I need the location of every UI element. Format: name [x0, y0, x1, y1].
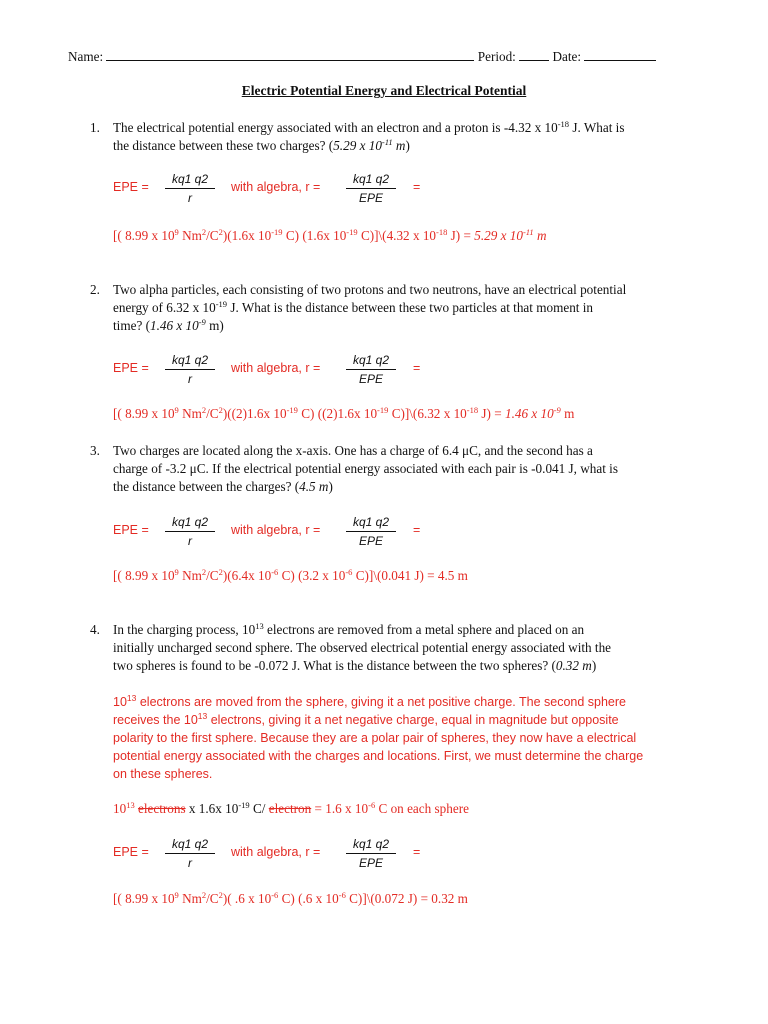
problem-3-line-1: Two charges are located along the x-axis. One has a charge of 6.4 μC, and the second has a — [113, 443, 593, 458]
page-title: Electric Potential Energy and Electrical Potential — [241, 83, 527, 98]
problem-1-solution: [( 8.99 x $10^9$ $Nm^2/C^2)(1.6x$ $10^{-19}$ C) (1.6x $10^{-19}$ C)]\(4.32 x $10^{-18}$ J) = 5.29 x $10^{-11}$ m — [113, 227, 547, 243]
problem-4-line-3: two spheres is found to be -0.072 J. What is the distance between the two spheres? (0.32 m) — [113, 658, 597, 673]
fraction-kq-over-epe: kq1 q2 EPE — [346, 515, 396, 548]
problem-4-number: 4. — [90, 622, 100, 637]
date-label: Date: — [552, 49, 582, 64]
problem-2-solution: [( 8.99 x $10^9$ $Nm^2/C^2)((2)1.6x$ $10^{-19}$ C) ((2)1.6x $10^{-19}$ C)]\(6.32 x $10^{-18}$ J) = 1.46 x $10^{-9}$ m — [113, 405, 575, 421]
with-algebra-label: with algebra, r = — [231, 523, 321, 537]
fraction-kq-over-r: $\frac{kq1 q2}{r}$ — [165, 353, 215, 386]
date-field[interactable] — [584, 49, 656, 61]
problem-3-line-2: charge of -3.2 μC. If the electrical potential energy associated with each pair is -0.041 J, what is — [113, 461, 618, 476]
name-label: Name: — [68, 49, 104, 64]
problem-3-number: 3. — [90, 443, 100, 458]
equals-sign: = — [413, 180, 421, 194]
problem-2-number: 2. — [90, 282, 100, 297]
equals-sign: = — [413, 361, 421, 375]
equals-sign: = — [413, 845, 421, 859]
problem-4-line-2: initially uncharged second sphere. The observed electrical potential energy associated with the — [113, 640, 612, 655]
name-field[interactable] — [106, 49, 474, 61]
problem-4-solution: [( 8.99 x $10^9$ $Nm^2/C^2$)( .6 x $10^{-6}$ C) (.6 x $10^{-6}$ C)]\(0.072 J) = 0.32 m — [113, 890, 468, 906]
problem-2-line-1: Two alpha particles, each consisting of two protons and two neutrons, have an electrical potential — [113, 282, 627, 297]
problem-1-line-2: the distance between these two charges? (5.29 x $10^{-11}$ m) — [113, 137, 410, 153]
problem-1-number: 1. — [90, 120, 100, 135]
period-field[interactable] — [519, 49, 549, 61]
with-algebra-label: with algebra, r = — [231, 180, 321, 194]
problem-2-line-2: energy of 6.32 x $10^{-19}$ J. What is the distance between these two particles at that moment in — [113, 299, 594, 315]
with-algebra-label: with algebra, r = — [231, 361, 321, 375]
problem-1-line-1: The electrical potential energy associated with an electron and a proton is -4.32 x $10^{-18}$ J. What is — [113, 119, 625, 135]
fraction-kq-over-epe: kq1 q2 EPE — [346, 172, 396, 205]
problem-4-explanation: $10^{13}$ electrons are moved from the sphere, giving it a net positive charge. The second sphere receives the $10^{13}$ electrons, giving it a net negative charge, equal in magnitude but opposite polarity to the first sphere. Because they are a polar pair of spheres, they now have a electrical potential energy associated with the charges and locations. First, we must determine the charge on these spheres. — [113, 693, 644, 781]
fraction-kq-over-r: $\frac{kq1 q2}{r}$ — [165, 172, 215, 205]
epe-label: EPE = — [113, 180, 149, 194]
with-algebra-label: with algebra, r = — [231, 845, 321, 859]
problem-2-line-3: time? (1.46 x $10^{-9}$ m) — [113, 317, 224, 333]
problem-3-solution: [( 8.99 x $10^9$ $Nm^2/C^2)(6.4x$ $10^{-6}$ C) (3.2 x $10^{-6}$ C)]\(0.041 J) = 4.5 m — [113, 567, 468, 583]
fraction-kq-over-r: $\frac{kq1 q2}{r}$ — [165, 837, 215, 870]
header-row — [68, 48, 656, 66]
epe-label: EPE = — [113, 361, 149, 375]
equals-sign: = — [413, 523, 421, 537]
problem-4-line-1: In the charging process, $10^{13}$ electrons are removed from a metal sphere and placed on an — [113, 621, 585, 637]
epe-label: EPE = — [113, 523, 149, 537]
fraction-kq-over-epe: kq1 q2 EPE — [346, 837, 396, 870]
fraction-kq-over-epe: kq1 q2 EPE — [346, 353, 396, 386]
epe-label: EPE = — [113, 845, 149, 859]
problem-4-charge-calc: $10^{13}$ electrons x 1.6x $10^{-19}$ C/ electron = 1.6 x $10^{-6}$ C on each sphere — [113, 800, 469, 816]
problem-3-line-3: the distance between the charges? (4.5 m) — [113, 479, 333, 494]
period-label: Period: — [477, 49, 516, 64]
fraction-kq-over-r: $\frac{kq1 q2}{r}$ — [165, 515, 215, 548]
